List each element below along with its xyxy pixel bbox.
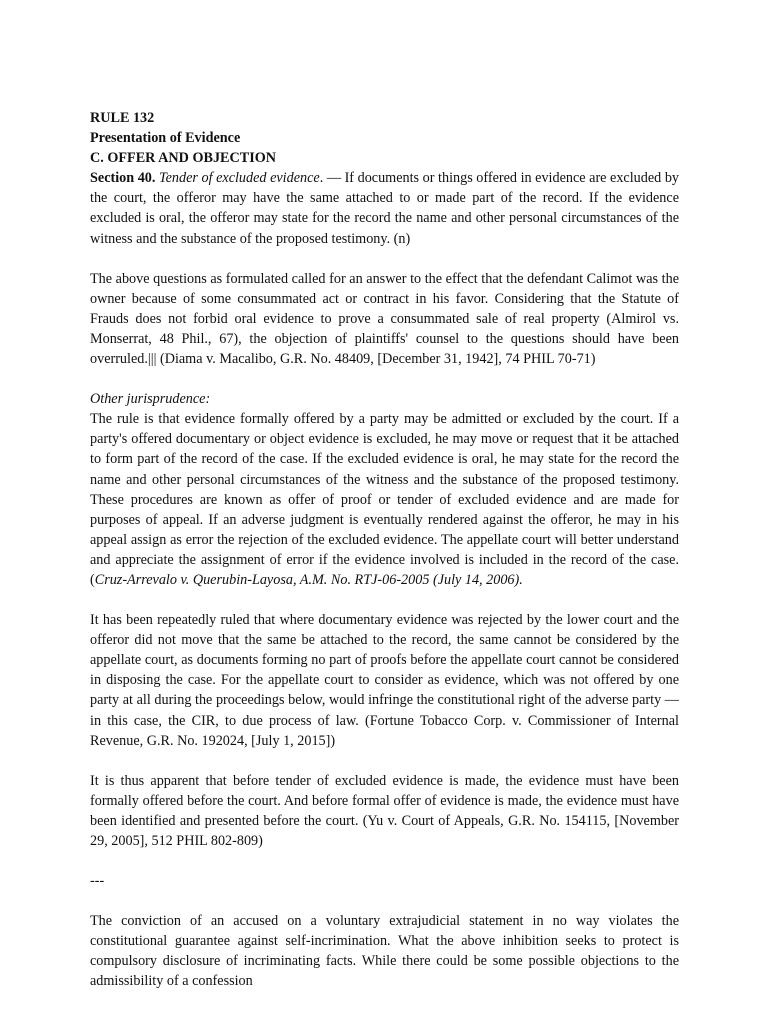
rule-title: Presentation of Evidence <box>90 130 241 147</box>
section-40-paragraph <box>90 168 679 248</box>
section-40-body: . — If documents or things offered in evidence are excluded by the court, the offeror may have the same attached to or made part of the record. If the evidence excluded is oral, the offeror may state for the record the name and other personal circumstances of the witness and the substance of the proposed testimony. (n) <box>90 170 680 247</box>
paragraph-diama: The above questions as formulated called for an answer to the effect that the defendant Calimot was the owner because of some consummated act or contract in his favor. Considering that the Statute of Frauds does not forbid oral evidence to prove a consummated sale of real property (Almirol vs. Monserrat, 48 Phil., 67), the objection of plaintiffs' counsel to the questions should have been overruled.||| (Diama v. Macalibo, G.R. No. 48409, [December 31, 1942], 74 PHIL 70-71) <box>90 270 679 368</box>
paragraph-cruz-arrevalo <box>90 409 679 590</box>
separator: --- <box>90 873 105 890</box>
rule-number: RULE 132 <box>90 110 155 126</box>
paragraph-yu: It is thus apparent that before tender of excluded evidence is made, the evidence must have been formally offered before the court. And before formal offer of evidence is made, the evidence must have been identified and presented before the court. (Yu v. Court of Appeals, G.R. No. 154115, [November 29, 2005], 512 PHIL 802-809) <box>90 772 679 849</box>
paragraph-cruz-citation: Cruz-Arrevalo v. Querubin-Layosa, A.M. No. RTJ-06-2005 (July 14, 2006). <box>94 571 523 588</box>
paragraph-cruz-body: The rule is that evidence formally offered by a party may be admitted or excluded by the court. If a party's offered documentary or object evidence is excluded, he may move or request that it be attached to form part of the record of the case. If the excluded evidence is oral, he may state for the record the name and other personal circumstances of the witness and the substance of the proposed testimony. These procedures are known as offer of proof or tender of excluded evidence and are made for purposes of appeal. If an adverse judgment is eventually rendered against the offeror, he may in his appeal assign as error the rejection of the excluded evidence. The appellate court will better understand and appreciate the assignment of error if the evidence involved is included in the record of the case. ( <box>90 411 679 588</box>
paragraph-fortune-tobacco: It has been repeatedly ruled that where documentary evidence was rejected by the lower court and the offeror did not move that the same be attached to the record, the same cannot be considered by the appellate court, as documents forming no part of proofs before the appellate court cannot be considered in disposing the case. For the appellate court to consider as evidence, which was not offered by one party at all during the proceedings below, would infringe the constitutional right of the adverse party — in this case, the CIR, to due process of law. (Fortune Tobacco Corp. v. Commissioner of Internal Revenue, G.R. No. 192024, [July 1, 2015]) <box>90 612 679 749</box>
section-40-label: Section 40. <box>90 170 156 187</box>
section-heading: C. OFFER AND OBJECTION <box>90 150 277 167</box>
document-page <box>90 108 679 992</box>
section-40-title: Tender of excluded evidence <box>159 170 320 187</box>
other-jurisprudence-label: Other jurisprudence: <box>90 391 211 408</box>
paragraph-conviction: The conviction of an accused on a voluntary extrajudicial statement in no way violates the constitutional guarantee against self-incrimination. What the above inhibition seeks to protect is compulsory disclosure of incriminating facts. While there could be some possible objections to the admissibility of a confession <box>90 913 679 990</box>
